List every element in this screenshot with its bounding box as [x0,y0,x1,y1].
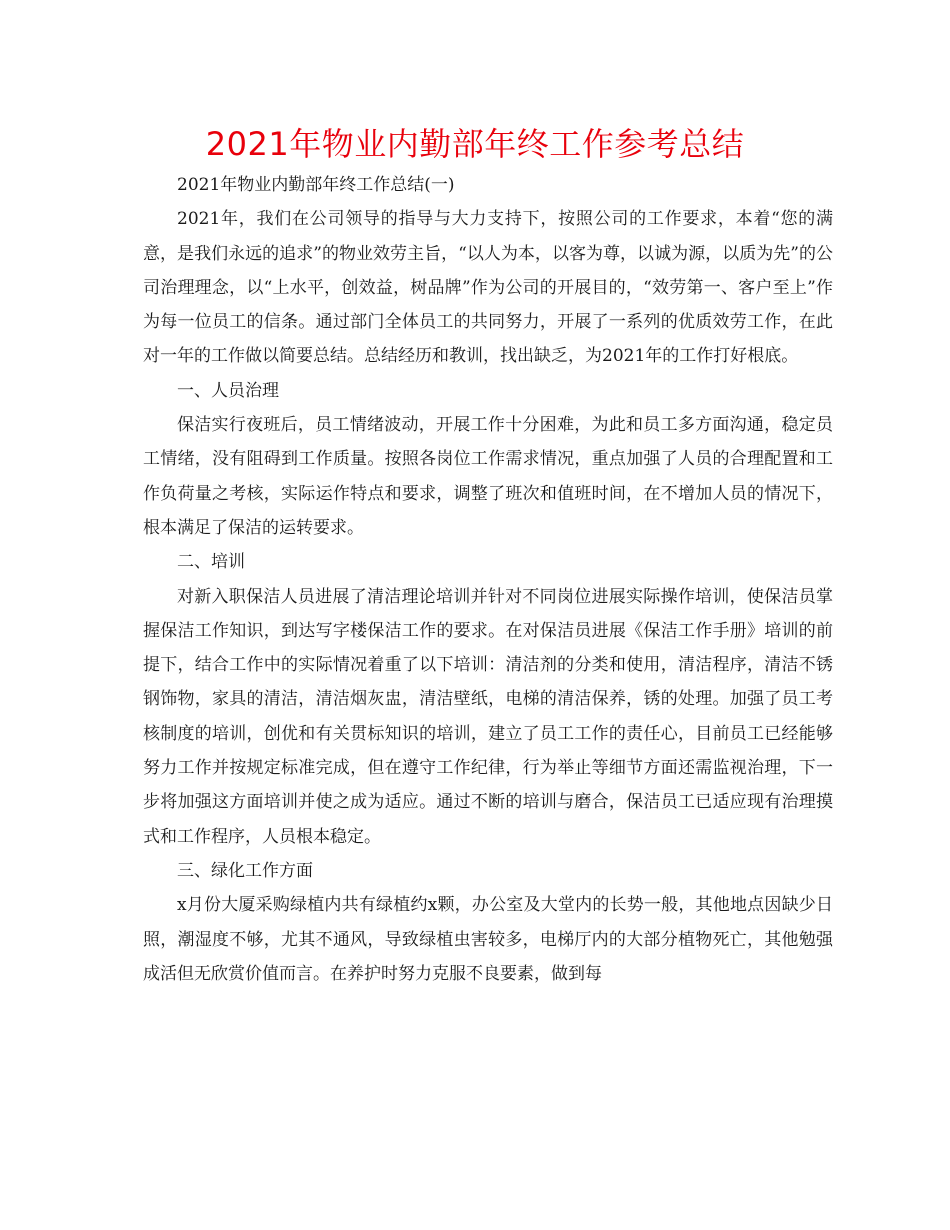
document-body [143,168,833,991]
paragraph-training: 对新入职保洁人员进展了清洁理论培训并针对不同岗位进展实际操作培训，使保洁员掌握保洁工作知识，到达写字楼保洁工作的要求。在对保洁员进展《保洁工作手册》培训的前提下，结合工作中的实际情况着重了以下培训：清洁剂的分类和使用，清洁程序，清洁不锈钢饰物，家具的清洁，清洁烟灰盅，清洁壁纸，电梯的清洁保养，锈的处理。加强了员工考核制度的培训，创优和有关贯标知识的培训，建立了员工工作的责任心，目前员工已经能够努力工作并按规定标准完成，但在遵守工作纪律，行为举止等细节方面还需监视治理，下一步将加强这方面培训并使之成为适应。通过不断的培训与磨合，保洁员工已适应现有治理摸式和工作程序，人员根本稳定。 [143,586,833,847]
paragraph-subtitle: 2021年物业内勤部年终工作总结(一) [177,175,455,195]
section-heading-greening: 三、绿化工作方面 [177,860,313,881]
paragraph-greening: x月份大厦采购绿植内共有绿植约x颗，办公室及大堂内的长势一般，其他地点因缺少日照，潮湿度不够，尤其不通风，导致绿植虫害较多，电梯厅内的大部分植物死亡，其他勉强成活但无欣赏价值而言。在养护时努力克服不良要素，做到每 [143,895,833,984]
section-heading-training: 二、培训 [177,552,245,573]
document-title: 2021年物业内勤部年终工作参考总结 [205,125,745,163]
paragraph-staff-management: 保洁实行夜班后，员工情绪波动，开展工作十分困难，为此和员工多方面沟通，稳定员工情绪，没有阻碍到工作质量。按照各岗位工作需求情况，重点加强了人员的合理配置和工作负荷量之考核，实际运作特点和要求，调整了班次和值班时间，在不增加人员的情况下，根本满足了保洁的运转要求。 [143,415,833,538]
paragraph-intro: 2021年，我们在公司领导的指导与大力支持下，按照公司的工作要求，本着“您的满意，是我们永远的追求”的物业效劳主旨，“以人为本，以客为尊，以诚为源，以质为先”的公司治理理念，以“上水平，创效益，树品牌”作为公司的开展目的，“效劳第一、客户至上”作为每一位员工的信条。通过部门全体员工的共同努力，开展了一系列的优质效劳工作，在此对一年的工作做以简要总结。总结经历和教训，找出缺乏，为2021年的工作打好根底。 [143,209,833,367]
section-heading-staff-management: 一、人员治理 [177,380,279,401]
